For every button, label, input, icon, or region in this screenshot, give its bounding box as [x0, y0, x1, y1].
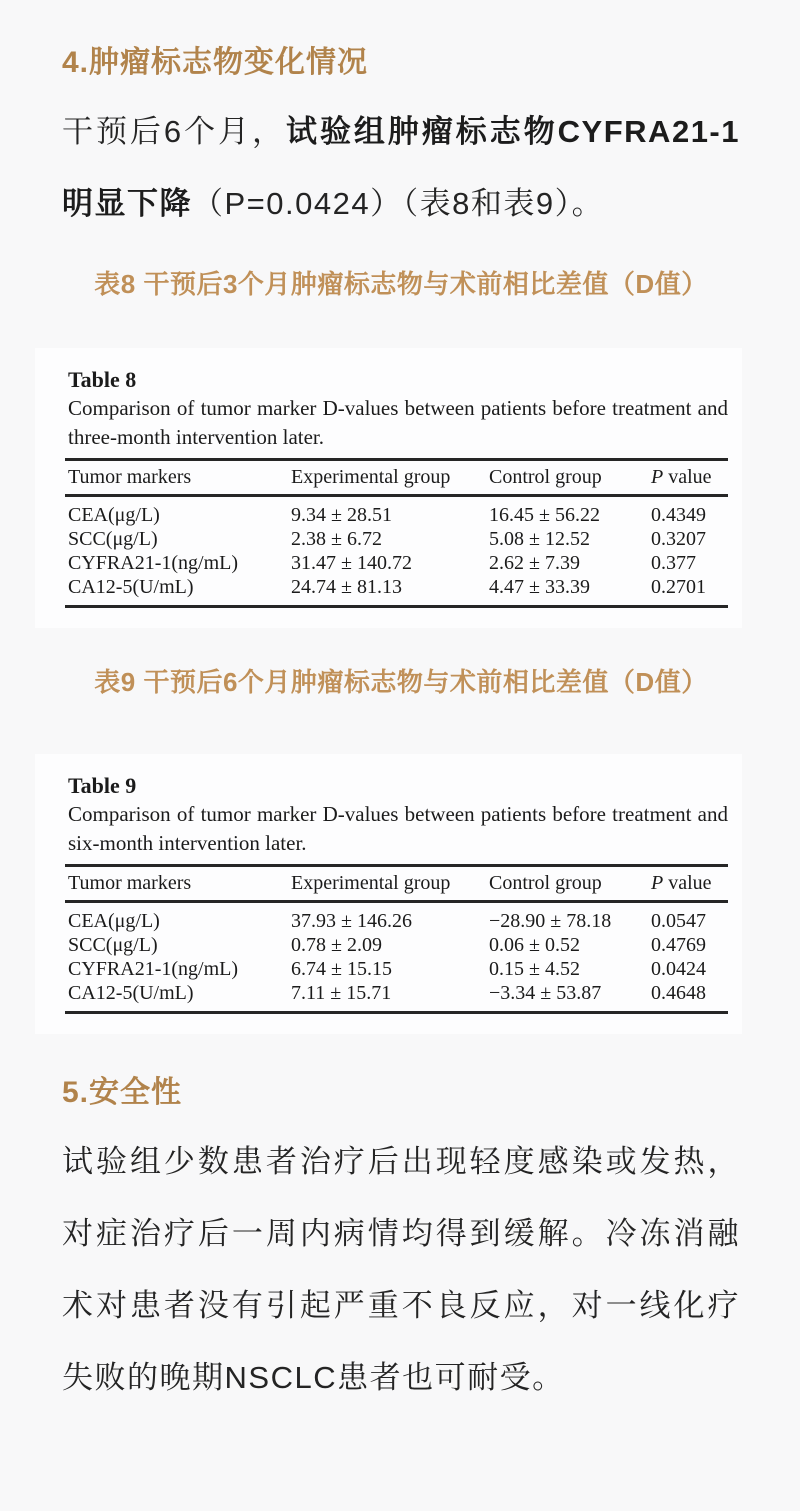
- section-4-paragraph: [62, 96, 740, 240]
- table-row: [65, 551, 728, 575]
- cell-pvalue: 0.4349: [651, 504, 706, 526]
- cell-control: 16.45 ± 56.22: [489, 504, 600, 526]
- column-header-pvalue: [648, 461, 728, 494]
- cell-marker: CYFRA21-1(ng/mL): [68, 552, 238, 574]
- cell-control: −3.34 ± 53.87: [489, 982, 602, 1004]
- cell-control: 0.15 ± 4.52: [489, 958, 580, 980]
- table8-header-row: [65, 461, 728, 497]
- cell-marker: CYFRA21-1(ng/mL): [68, 958, 238, 980]
- table-row: [65, 575, 728, 599]
- table-row: [65, 981, 728, 1005]
- table9-figure: [35, 754, 742, 1034]
- column-header-pvalue: [648, 867, 728, 900]
- table8-table: [65, 458, 728, 608]
- cell-control: 2.62 ± 7.39: [489, 552, 580, 574]
- table-row: [65, 503, 728, 527]
- cell-pvalue: 0.2701: [651, 576, 706, 598]
- cell-control: 5.08 ± 12.52: [489, 528, 590, 550]
- section-5-paragraph: 试验组少数患者治疗后出现轻度感染或发热，对症治疗后一周内病情均得到缓解。冷冻消融术对患者没有引起严重不良反应，对一线化疗失败的晚期NSCLC患者也可耐受。: [62, 1144, 740, 1395]
- section-5-heading: 5.安全性: [62, 1076, 183, 1109]
- p-symbol: P: [651, 872, 664, 894]
- table9-table: [65, 864, 728, 1014]
- table-row: [65, 527, 728, 551]
- table8-label: Table 8: [68, 367, 137, 392]
- table8-body: [65, 497, 728, 605]
- column-header-marker: Tumor markers: [68, 872, 192, 894]
- cell-pvalue: 0.3207: [651, 528, 706, 550]
- cell-marker: CEA(μg/L): [68, 910, 160, 932]
- table8-description: Comparison of tumor marker D-values between patients before treatment and three-month intervention later.: [68, 396, 728, 449]
- column-header-experimental: Experimental group: [291, 872, 451, 894]
- table-row: [65, 933, 728, 957]
- table9-label: Table 9: [68, 773, 137, 798]
- cell-control: −28.90 ± 78.18: [489, 910, 612, 932]
- column-header-experimental: Experimental group: [291, 466, 451, 488]
- cell-experimental: 2.38 ± 6.72: [291, 528, 382, 550]
- table9-body: [65, 903, 728, 1011]
- table-row: [65, 909, 728, 933]
- paragraph-text: 干预后6个月，: [62, 114, 286, 149]
- cell-pvalue: 0.0547: [651, 910, 706, 932]
- column-header-marker: Tumor markers: [68, 466, 192, 488]
- cell-pvalue: 0.4648: [651, 982, 706, 1004]
- paragraph-bold-text: 试验组肿瘤标志物CYFRA21-1明显下降: [62, 114, 740, 221]
- cell-marker: SCC(μg/L): [68, 528, 158, 550]
- cell-experimental: 0.78 ± 2.09: [291, 934, 382, 956]
- paragraph-text: （P=0.0424）（表8和表9）。: [192, 186, 605, 221]
- cell-control: 0.06 ± 0.52: [489, 934, 580, 956]
- column-header-control: Control group: [489, 466, 602, 488]
- cell-marker: CA12-5(U/mL): [68, 576, 194, 598]
- table9-caption-cn: 表9 干预后6个月肿瘤标志物与术前相比差值（D值）: [94, 667, 708, 697]
- cell-experimental: 7.11 ± 15.71: [291, 982, 392, 1004]
- table9-description: Comparison of tumor marker D-values between patients before treatment and six-month intervention later.: [68, 802, 728, 855]
- cell-experimental: 6.74 ± 15.15: [291, 958, 392, 980]
- cell-experimental: 31.47 ± 140.72: [291, 552, 412, 574]
- cell-pvalue: 0.0424: [651, 958, 706, 980]
- cell-pvalue: 0.4769: [651, 934, 706, 956]
- p-symbol: P: [651, 466, 664, 488]
- cell-experimental: 37.93 ± 146.26: [291, 910, 412, 932]
- cell-experimental: 24.74 ± 81.13: [291, 576, 402, 598]
- cell-pvalue: 0.377: [651, 552, 696, 574]
- p-label: value: [663, 872, 712, 894]
- table-row: [65, 957, 728, 981]
- cell-experimental: 9.34 ± 28.51: [291, 504, 392, 526]
- p-label: value: [663, 466, 712, 488]
- table8-caption-cn: 表8 干预后3个月肿瘤标志物与术前相比差值（D值）: [94, 269, 708, 299]
- cell-marker: CEA(μg/L): [68, 504, 160, 526]
- table9-header-row: [65, 867, 728, 903]
- section-4-heading: 4.肿瘤标志物变化情况: [62, 46, 369, 79]
- cell-control: 4.47 ± 33.39: [489, 576, 590, 598]
- cell-marker: SCC(μg/L): [68, 934, 158, 956]
- cell-marker: CA12-5(U/mL): [68, 982, 194, 1004]
- table8-figure: [35, 348, 742, 628]
- column-header-control: Control group: [489, 872, 602, 894]
